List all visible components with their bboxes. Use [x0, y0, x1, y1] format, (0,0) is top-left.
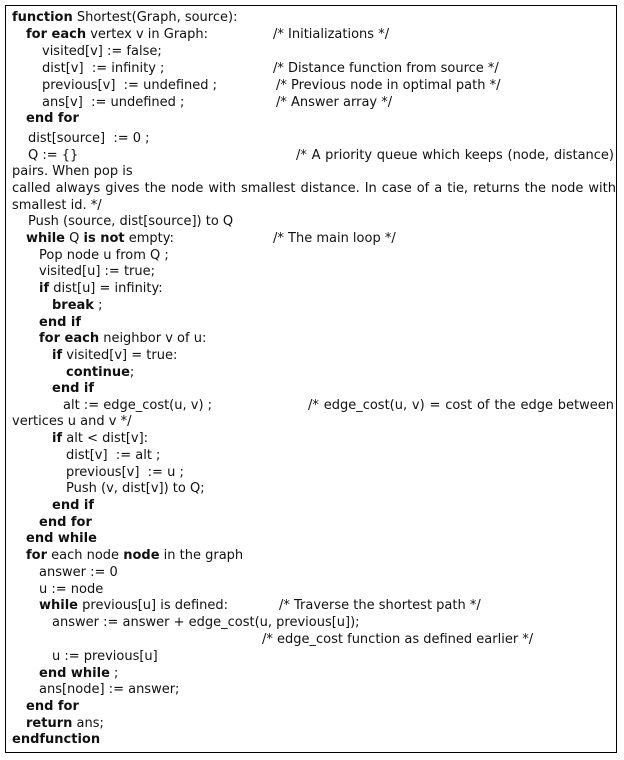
code-text: u := node	[39, 582, 104, 597]
keyword: if	[39, 281, 50, 296]
code-text: dist[v] := infinity ;	[42, 61, 165, 76]
code-line	[52, 431, 148, 447]
code-text: previous[v] := u ;	[66, 465, 184, 480]
code-text: Push (v, dist[v]) to Q;	[66, 481, 205, 496]
code-line	[42, 44, 162, 60]
code-line	[66, 365, 134, 381]
code-line	[39, 248, 169, 264]
keyword: while	[26, 231, 65, 246]
code-text: /* edge_cost(u, v) = cost of the edge between	[308, 398, 614, 413]
code-line	[39, 315, 81, 331]
code-line	[52, 649, 158, 665]
keyword: return	[26, 716, 73, 731]
code-line	[52, 381, 94, 397]
code-line	[39, 666, 118, 682]
code-text: previous[u] is defined:	[78, 598, 229, 613]
keyword: if	[52, 348, 63, 363]
code-text: u := previous[u]	[52, 649, 158, 664]
code-line	[279, 598, 481, 614]
code-text: /* Distance function from source */	[273, 61, 499, 76]
code-text: ;	[129, 365, 135, 380]
code-text: answer := answer + edge_cost(u, previous[u]);	[52, 615, 360, 630]
keyword: continue	[66, 365, 130, 380]
keyword: endfunction	[12, 732, 101, 747]
code-text: /* edge_cost function as defined earlier */	[262, 632, 534, 647]
code-text: alt := edge_cost(u, v) ;	[63, 398, 213, 413]
keyword: end while	[26, 531, 97, 546]
code-line	[26, 111, 79, 127]
code-line	[63, 398, 212, 414]
code-line	[26, 716, 104, 732]
code-text: /* Traverse the shortest path */	[279, 598, 481, 613]
code-line	[12, 164, 133, 180]
keyword: end while	[39, 666, 110, 681]
code-line	[273, 27, 389, 43]
keyword: end if	[52, 498, 95, 513]
code-text: ;	[93, 298, 103, 313]
code-line	[12, 414, 131, 430]
code-text: vertex v in Graph:	[86, 27, 209, 42]
code-text: dist[v] := alt ;	[66, 448, 161, 463]
code-line	[26, 531, 97, 547]
code-line	[276, 95, 392, 111]
code-text: neighbor v of u:	[99, 331, 207, 346]
code-line	[12, 181, 616, 197]
code-text: /* A priority queue which keeps (node, distance)	[296, 148, 614, 163]
code-text: answer := 0	[39, 565, 118, 580]
code-text: Pop node u from Q ;	[39, 248, 169, 263]
code-text: smallest id. */	[12, 198, 102, 213]
code-line	[308, 398, 614, 414]
code-text: /* The main loop */	[273, 231, 396, 246]
code-line	[12, 10, 237, 26]
code-text: ans;	[72, 716, 104, 731]
code-text: visited[u] := true;	[39, 264, 156, 279]
code-text: in the graph	[159, 548, 244, 563]
code-line	[66, 481, 205, 497]
code-line	[66, 465, 184, 481]
code-line	[39, 565, 118, 581]
code-line	[39, 281, 163, 297]
keyword: end for	[39, 515, 92, 530]
code-line	[39, 582, 103, 598]
code-line	[66, 448, 160, 464]
code-text: dist[source] := 0 ;	[28, 131, 150, 146]
keyword: function	[12, 10, 73, 25]
code-line	[26, 27, 208, 43]
code-text: /* Previous node in optimal path */	[276, 78, 501, 93]
code-text: Push (source, dist[source]) to Q	[28, 214, 234, 229]
code-text: /* Initializations */	[273, 27, 390, 42]
code-text: previous[v] := undefined ;	[42, 78, 218, 93]
code-line	[52, 348, 177, 364]
code-line	[28, 148, 78, 164]
code-text: ans[node] := answer;	[39, 682, 180, 697]
code-text: ;	[109, 666, 119, 681]
code-text: Q	[65, 231, 84, 246]
keyword: end for	[26, 111, 79, 126]
code-text: dist[u] = infinity:	[49, 281, 163, 296]
code-text: Shortest(Graph, source):	[72, 10, 238, 25]
code-line	[52, 298, 102, 314]
code-line	[276, 78, 501, 94]
code-line	[12, 198, 102, 214]
code-line	[26, 699, 79, 715]
code-line	[12, 732, 100, 748]
code-line	[39, 264, 155, 280]
code-line	[42, 78, 217, 94]
code-text: ans[v] := undefined ;	[42, 95, 185, 110]
code-text: Q := {}	[28, 148, 79, 163]
code-text: /* Answer array */	[276, 95, 393, 110]
code-line	[39, 598, 228, 614]
code-line	[39, 331, 206, 347]
code-line	[39, 682, 179, 698]
code-text: pairs. When pop is	[12, 164, 133, 179]
keyword: break	[52, 298, 94, 313]
code-line	[52, 498, 94, 514]
keyword: if	[52, 431, 63, 446]
keyword: end for	[26, 699, 79, 714]
code-text: visited[v] = true:	[62, 348, 178, 363]
keyword: for each	[26, 27, 87, 42]
code-line	[42, 61, 164, 77]
keyword: end if	[39, 315, 82, 330]
keyword: node	[123, 548, 160, 563]
code-line	[296, 148, 614, 164]
code-line	[26, 231, 174, 247]
code-text: visited[v] := false;	[42, 44, 162, 59]
code-line	[39, 515, 92, 531]
code-text: called always gives the node with smallest distance. In case of a tie, returns the node with	[12, 181, 616, 196]
keyword: for	[26, 548, 47, 563]
keyword: while	[39, 598, 78, 613]
keyword: for each	[39, 331, 100, 346]
code-line	[28, 214, 233, 230]
code-line	[42, 95, 184, 111]
code-text: empty:	[124, 231, 174, 246]
code-line	[52, 615, 360, 631]
code-line	[273, 231, 396, 247]
code-line	[28, 131, 150, 147]
keyword: is not	[83, 231, 125, 246]
code-text: vertices u and v */	[12, 414, 132, 429]
code-text: each node	[47, 548, 124, 563]
code-line	[26, 548, 243, 564]
code-line	[262, 632, 533, 648]
keyword: end if	[52, 381, 95, 396]
code-line	[273, 61, 499, 77]
code-text: alt < dist[v]:	[62, 431, 149, 446]
